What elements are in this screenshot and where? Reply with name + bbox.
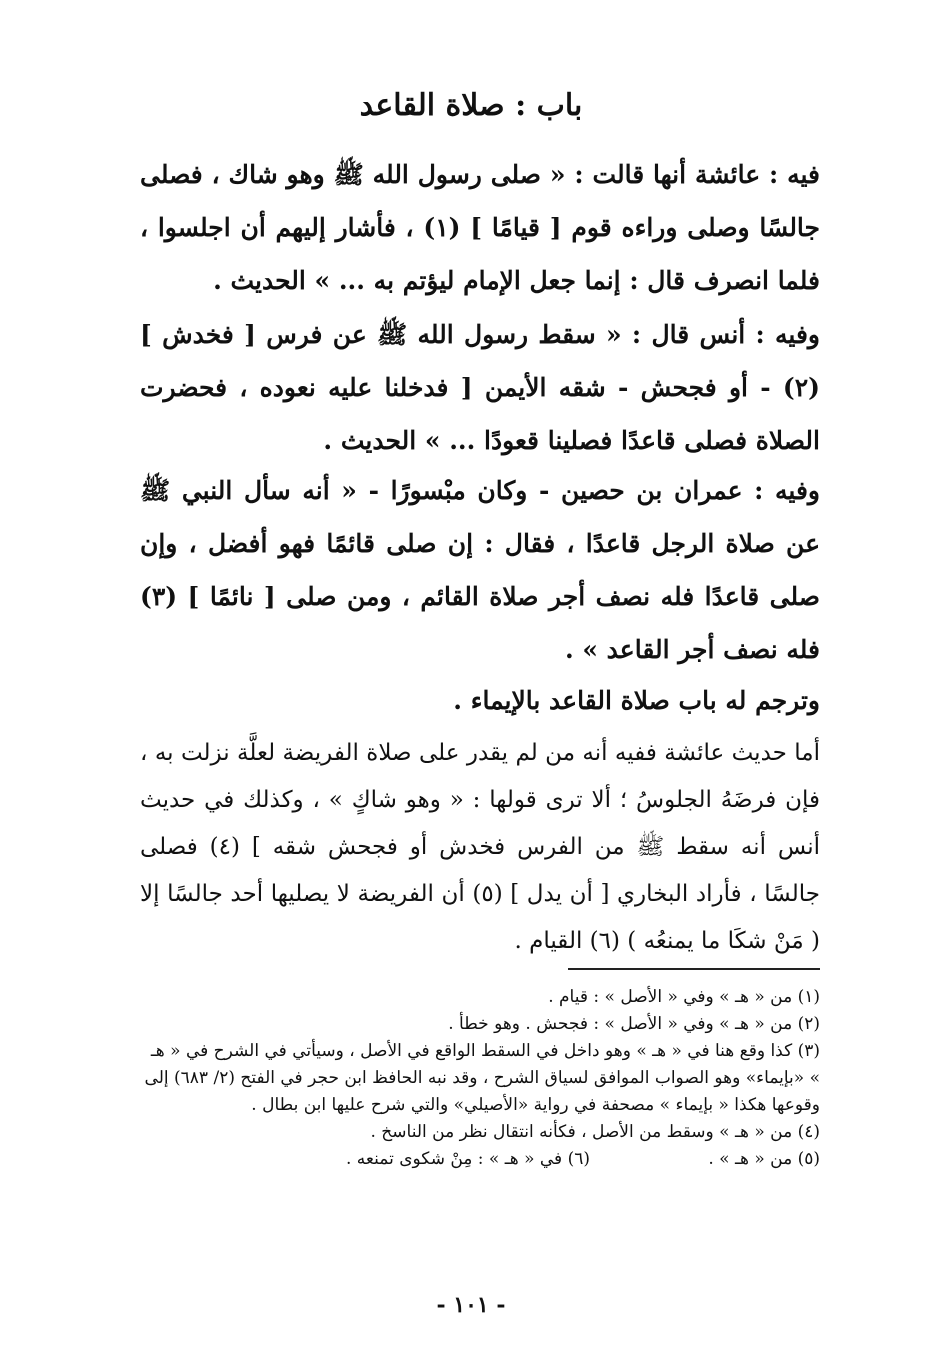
paragraph-aisha-hadith: فيه : عائشة أنها قالت : « صلى رسول الله ﷺ وهو شاك ، فصلى جالسًا وصلى وراءه قوم [ قيامًا ] (١) ، فأشار إليهم أن اجلسوا ، فلما انصرف قال : إنما جعل الإمام ليؤتم به ... » الحديث . bbox=[140, 160, 821, 295]
paragraph-chapter-translation: وترجم له باب صلاة القاعد بالإيماء . bbox=[453, 686, 820, 715]
footnote-2: (٢) من « هـ » وفي « الأصل » : فجحش . وهو خطأ . bbox=[448, 1014, 820, 1034]
chapter-title: باب : صلاة القاعد bbox=[359, 88, 583, 123]
footnote-1: (١) من « هـ » وفي « الأصل » : قيام . bbox=[548, 987, 820, 1007]
footnote-3: (٣) كذا وقع هنا في « هـ » وهو داخل في السقط الواقع في الأصل ، وسيأتي في الشرح في « هـ » «بإيماء» وهو الصواب الموافق لسياق الشرح ، وقد نبه الحافظ ابن حجر في الفتح (٢/ ٦٨٣) إلى وقوعها هكذا « بإيماء » مصحفة في رواية «الأصيلي» والتي شرح عليها ابن بطال . bbox=[144, 1041, 820, 1115]
footnote-separator bbox=[568, 968, 820, 970]
paragraph-imran-hadith: وفيه : عمران بن حصين - وكان مبْسورًا - « أنه سأل النبي ﷺ عن صلاة الرجل قاعدًا ، فقال : إن صلى قائمًا فهو أفضل ، وإن صلى قاعدًا فله نصف أجر صلاة القائم ، ومن صلى [ نائمًا ] (٣) فله نصف أجر القاعد » . bbox=[140, 476, 820, 664]
footnotes bbox=[140, 984, 820, 1173]
footnote-6: (٦) في « هـ » : مِنْ شكوى تمنعه . bbox=[346, 1149, 590, 1169]
paragraph-commentary: أما حديث عائشة ففيه أنه من لم يقدر على صلاة الفريضة لعلَّة نزلت به ، فإن فرضَهُ الجلوسُ ؛ ألا ترى قولها : « وهو شاكٍ » ، وكذلك في حديث أنس أنه سقط ﷺ من الفرس فخدش أو فجحش شقه ] (٤) فصلى جالسًا ، فأراد البخاري [ أن يدل ] (٥) أن الفريضة لا يصليها أحد جالسًا إلا ( مَنْ شكَا ما يمنعُه ) (٦) القيام . bbox=[140, 740, 820, 954]
paragraph-anas-hadith: وفيه : أنس قال : « سقط رسول الله ﷺ عن فرس [ فخدش ] (٢) - أو فجحش - شقه الأيمن [ فدخلنا عليه نعوده ، فحضرت الصلاة فصلى قاعدًا فصلينا قعودًا ... » الحديث . bbox=[140, 320, 820, 455]
footnote-row-5-6 bbox=[140, 1146, 820, 1173]
footnote-5: (٥) من « هـ » . bbox=[708, 1149, 820, 1169]
footnote-4: (٤) من « هـ » وسقط من الأصل ، فكأنه انتقال نظر من الناسخ . bbox=[370, 1122, 820, 1142]
page-number: - ١٠١ - bbox=[436, 1292, 506, 1318]
